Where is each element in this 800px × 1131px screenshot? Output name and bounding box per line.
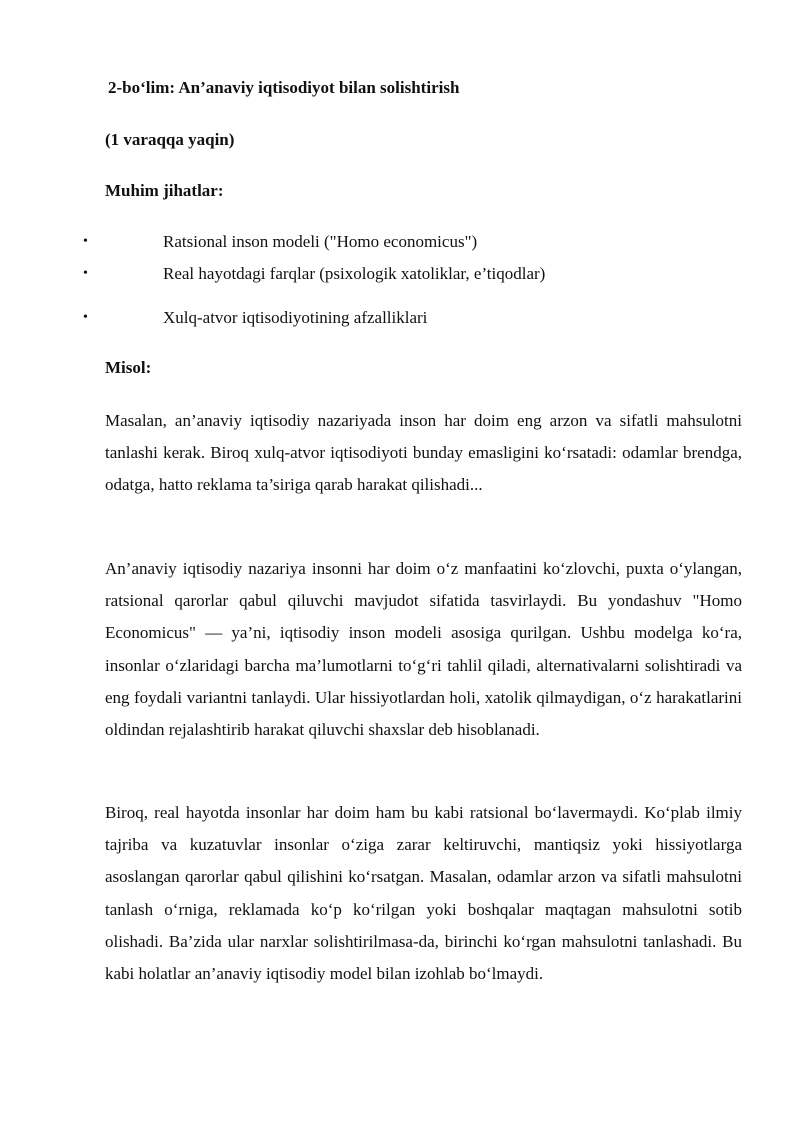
section-title: 2-bo‘lim: An’anaviy iqtisodiyot bilan solishtirish — [108, 78, 460, 97]
length-note: (1 varaqqa yaqin) — [105, 130, 235, 149]
bullet-icon: • — [83, 234, 88, 249]
paragraph: An’anaviy iqtisodiy nazariya insonni har doim o‘z manfaatini ko‘zlovchi, puxta o‘ylangan, ratsional qarorlar qabul qiluvchi mavjudot sifatida tasvirlaydi. Bu yondashuv "Homo Economicus" — ya’ni, iqtisodiy inson modeli asosiga qurilgan. Ushbu modelga ko‘ra, insonlar o‘zlaridagi barcha ma’lumotlarni to‘g‘ri tahlil qiladi, alternativalarni solishtiradi va eng foydali variantni tanlaydi. Ular hissiyotlardan holi, xatolik qilmaydigan, o‘z harakatlarini oldindan rejalashtirib harakat qiluvchi shaxslar deb hisoblanadi. — [105, 559, 742, 740]
key-points-heading: Muhim jihatlar: — [105, 181, 224, 200]
bullet-text: Ratsional inson modeli ("Homo economicus") — [163, 232, 478, 251]
bullet-text: Xulq-atvor iqtisodiyotining afzalliklari — [163, 308, 428, 327]
bullet-text: Real hayotdagi farqlar (psixologik xatoliklar, e’tiqodlar) — [163, 264, 546, 283]
paragraph: Biroq, real hayotda insonlar har doim ham bu kabi ratsional bo‘lavermaydi. Ko‘plab ilmiy tajriba va kuzatuvlar insonlar o‘ziga zarar keltiruvchi, mantiqsiz yoki hissiyotlarga asoslangan qarorlar qabul qilishini ko‘rsatgan. Masalan, odamlar arzon va sifatli mahsulotni tanlash o‘rniga, reklamada ko‘p ko‘rilgan yoki boshqalar maqtagan mahsulotni sotib olishadi. Ba’zida ular narxlar solishtirilmasa-da, birinchi ko‘rgan mahsulotni tanlashadi. Bu kabi holatlar an’anaviy iqtisodiy model bilan izohlab bo‘lmaydi. — [105, 803, 742, 984]
paragraph: Masalan, an’anaviy iqtisodiy nazariyada inson har doim eng arzon va sifatli mahsulotni tanlashi kerak. Biroq xulq-atvor iqtisodiyoti bunday emasligini ko‘rsatadi: odamlar brendga, odatga, hatto reklama ta’siriga qarab harakat qilishadi... — [105, 411, 742, 495]
example-heading: Misol: — [105, 358, 152, 377]
bullet-icon: • — [83, 310, 88, 325]
bullet-icon: • — [83, 266, 88, 281]
